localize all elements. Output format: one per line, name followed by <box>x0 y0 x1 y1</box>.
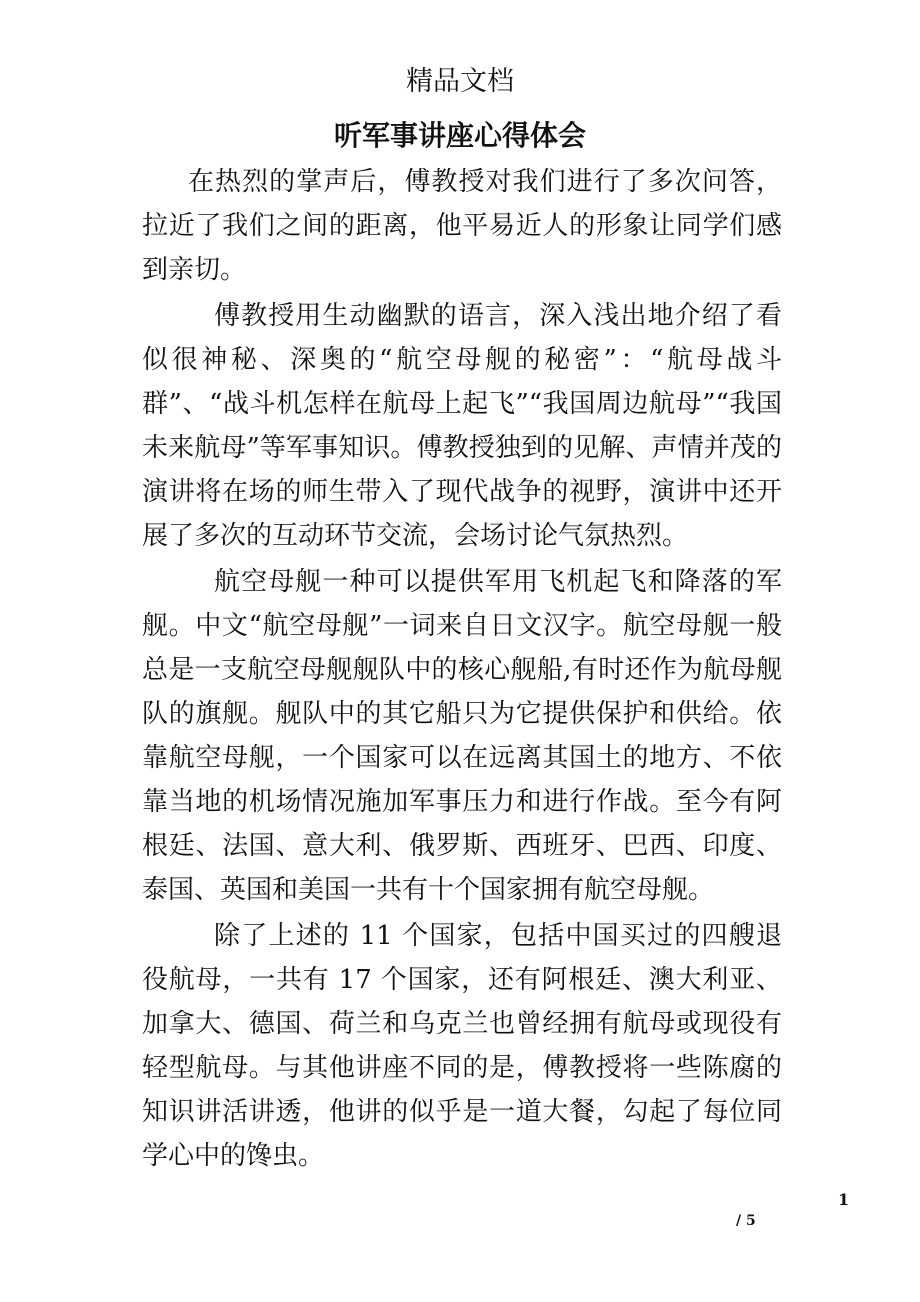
paragraph: 航空母舰一种可以提供军用飞机起飞和降落的军舰。中文“航空母舰”一词来自日文汉字。航空母舰一般总是一支航空母舰舰队中的核心舰船,有时还作为航母舰队的旗舰。舰队中的其它船只为它提供保护和供给。依靠航空母舰，一个国家可以在远离其国土的地方、不依靠当地的机场情况施加军事压力和进行作战。至今有阿根廷、法国、意大利、俄罗斯、西班牙、巴西、印度、泰国、英国和美国一共有十个国家拥有航空母舰。 <box>142 567 782 905</box>
paragraph: 在热烈的掌声后，傅教授对我们进行了多次问答，拉近了我们之间的距离，他平易近人的形象让同学们感到亲切。 <box>142 167 782 285</box>
paragraph: 傅教授用生动幽默的语言，深入浅出地介绍了看似很神秘、深奥的“航空母舰的秘密”：“航母战斗群”、“战斗机怎样在航母上起飞”“我国周边航母”“我国未来航母”等军事知识。傅教授独到的见解、声情并茂的演讲将在场的师生带入了现代战争的视野，演讲中还开展了多次的互动环节交流，会场讨论气氛热烈。 <box>142 301 782 551</box>
document-body <box>142 160 782 1178</box>
page-total: / 5 <box>736 1213 756 1229</box>
document-title: 听军事讲座心得体会 <box>333 119 586 152</box>
document-header: 精品文档 <box>406 66 514 97</box>
page-number: 1 <box>838 1190 850 1209</box>
paragraph: 除了上述的 11 个国家，包括中国买过的四艘退役航母，一共有 17 个国家，还有阿根廷、澳大利亚、加拿大、德国、荷兰和乌克兰也曾经拥有航母或现役有轻型航母。与其他讲座不同的是，傅教授将一些陈腐的知识讲活讲透，他讲的似乎是一道大餐，勾起了每位同学心中的馋虫。 <box>142 921 782 1171</box>
